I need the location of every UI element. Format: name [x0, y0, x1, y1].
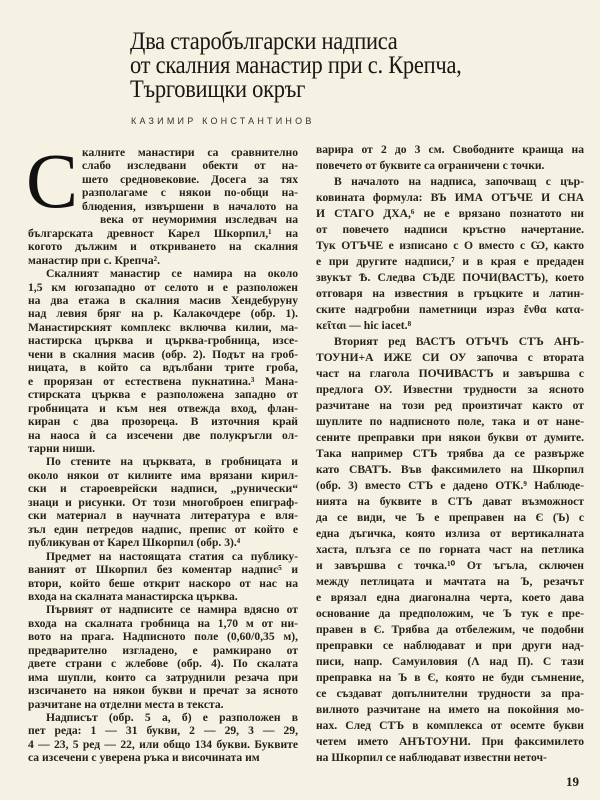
text-line: слабо изследвани обекти от на-: [82, 159, 298, 173]
text-line: писи, напр. Самуиловия (Λ над П). С тази: [316, 655, 584, 668]
paragraph: [316, 174, 584, 334]
text-line: основание да предположим, че Ъ тук е пре-: [316, 607, 584, 620]
text-line: пет реда: 1 — 31 букви, 2 — 29, 3 — 29,: [28, 724, 298, 738]
text-line: отговаря на известния в гръцките и латин-: [316, 287, 584, 300]
text-line: Така например СТЪ трябва да се развърже: [316, 447, 584, 460]
title-line: от скалния манастир при с. Крепча,: [130, 52, 462, 79]
text-line: разполагаме с някои по-общи на-: [82, 186, 298, 200]
text-line: тарни ниши.: [28, 441, 96, 455]
text-line: стирската църква е разположена западно от: [28, 388, 298, 402]
paragraph: [28, 455, 298, 549]
text-line: една дъгичка, която излиза от вертикалната: [316, 527, 584, 540]
text-line: ските надгробни паметници израз ἔνθα κατα-: [316, 303, 584, 316]
text-line: 1,5 км югозападно от селото и е разположен: [28, 280, 298, 294]
text-line: Тук ОТЪЧЕ е изписано с О вместо с Ѡ, както: [316, 239, 584, 252]
text-line: шуплите по надписното поле, така и от нане-: [316, 415, 584, 428]
text-line: на Шкорпил се наблюдават известни неточ-: [316, 751, 547, 764]
article-title: [130, 30, 462, 102]
text-line: преправки се наблюдават и при други над-: [316, 639, 584, 652]
paragraph: [28, 711, 298, 765]
text-line: ски материал в научната литература е вля-: [28, 509, 298, 523]
text-line: вилното разчитане на името на покойния мо-: [316, 703, 584, 716]
paragraph: [28, 603, 298, 711]
text-line: Първият от надписите се намира вдясно от: [46, 603, 298, 617]
text-line: се създават допълнителни трудности за пра-: [316, 687, 584, 700]
paragraph: [316, 334, 584, 766]
text-line: предварително изгладено, е рамкирано от: [28, 643, 298, 657]
text-line: разчитане на отделни места в текста.: [28, 697, 224, 711]
drop-cap: С: [26, 137, 79, 224]
text-line: манастир при с. Крепча².: [28, 253, 160, 267]
text-line: входа на скалната манастирска църква.: [28, 589, 238, 603]
text-line: звукът Ѣ. Следва СЪДЕ ПОЧИ(ВАСТЪ), което: [316, 271, 584, 284]
text-line: двете страни с жлебове (обр. 4). По скалата: [28, 657, 298, 671]
text-line: Надписът (обр. 5 а, б) е разположен в: [46, 711, 298, 725]
paragraph: [28, 267, 298, 455]
text-line: зъл един петредов надпис, препис от който е: [28, 522, 298, 536]
text-line: Предмет на настоящата статия са публику-: [46, 549, 298, 563]
text-line: шето средновековие. Досега за тях: [82, 172, 298, 186]
text-line: ТОУНИ+А ИЖЕ СИ ОУ започва с втората: [316, 351, 584, 364]
title-line: Търговищки окръг: [130, 76, 306, 103]
text-line: на два етажа в скалния масив Хендебуруну: [28, 293, 298, 307]
text-line: чени в скалния масив (обр. 2). Подът на гроб-: [28, 347, 298, 361]
text-line: Скалният манастир се намира на около: [46, 267, 298, 281]
text-line: ницата, в който са вдълбани трите гроба,: [28, 361, 298, 375]
title-line: Два старобългарски надписа: [130, 28, 398, 55]
text-line: (обр. 3) вместо СТЪ е дадено ОТК.⁹ Наблюде-: [316, 479, 584, 492]
text-line: публикуван от Карел Шкорпил (обр. 3).⁴: [28, 536, 241, 550]
text-line: да се види, че Ъ е преправен на Є (Ъ) с: [316, 511, 584, 524]
text-line: над левия бряг на р. Калакочдере (обр. 1).: [28, 307, 298, 321]
text-line: Манастирският комплекс включва килии, ма-: [28, 320, 298, 334]
text-line: ваният от Шкорпил без коментар надпис⁵ и: [28, 563, 298, 577]
text-line: гробницата и към нея отвежда вход, флан-: [28, 401, 298, 415]
text-line: калните манастири са сравнително: [82, 146, 298, 159]
right-column: [316, 142, 584, 766]
paragraph: [28, 550, 298, 604]
text-line: варира от 2 до 3 см. Свободните краища на: [316, 143, 584, 156]
text-line: изсичането на някои букви и пречат за ясното: [28, 684, 298, 698]
text-line: По стените на църквата, в гробницата и: [46, 455, 298, 469]
text-line: предлога ОУ. Известни трудности за ясното: [316, 383, 584, 396]
text-line: е врязал една диагонална черта, което дава: [316, 591, 584, 604]
text-line: ски и староеврейски надписи, „рунически“: [28, 482, 298, 496]
text-line: нах. След СТЪ в комплекса от осемте букви: [316, 719, 584, 732]
text-line: киран с два прозореца. В източния край: [28, 415, 298, 429]
page-number: 19: [566, 774, 579, 789]
text-line: и завършва с точка.¹⁰ От ъгъла, сключен: [316, 559, 584, 572]
text-line: настирска църква и църква-гробница, изсе-: [28, 334, 298, 348]
text-line: вото на прага. Надписното поле (0,60/0,35 м),: [28, 630, 298, 644]
text-line: четем името АНЪТОУНИ. При факсимилето: [316, 735, 584, 748]
text-line: κεῖται — hic iacet.⁸: [316, 319, 412, 332]
text-line: знаци и рисунки. От този многоброен епиграф-: [28, 495, 298, 509]
left-column: [28, 146, 298, 765]
paragraph: [28, 146, 298, 267]
text-line: Вторият ред ВАСТЪ ОТЪЧЪ СТЪ АНЪ-: [334, 335, 584, 348]
text-line: хаста, плъзга се по горната част на петлика: [316, 543, 584, 556]
author-name: КАЗИМИР КОНСТАНТИНОВ: [131, 116, 315, 126]
text-line: правен в Є. Трябва да отбележим, че подобни: [316, 623, 584, 636]
text-line: когото дължим и откриването на скалния: [28, 240, 298, 254]
text-line: сените преправки при някои букви от думите.: [316, 431, 584, 444]
text-line: българската древност Карел Шкорпил,¹ на: [28, 226, 298, 240]
text-line: В началото на надписа, започващ с цър-: [334, 175, 584, 188]
text-line: разчитане на този ред произтичат както от: [316, 399, 584, 412]
text-line: е при другите надписи,⁷ и в края е предаден: [316, 255, 584, 268]
text-line: нията на буквите в СТЪ дават възможност: [316, 495, 584, 508]
text-line: като СВАТЪ. Във факсимилето на Шкорпил: [316, 463, 584, 476]
text-line: част на глагола ПОЧИВАСТЪ и завършва с: [316, 367, 584, 380]
text-line: ковината формула: ВЪ ИМА ОТЪЧЕ И СНА: [316, 191, 584, 204]
text-line: са изсечени с уверена ръка и височината им: [28, 751, 260, 765]
text-line: около някои от килиите има врязани кирил-: [28, 468, 298, 482]
text-line: И СТАГО ДХА,⁶ не е врязано познатото ни: [316, 207, 584, 220]
text-line: века от неуморимия изследвач на: [100, 213, 298, 227]
paragraph: [316, 142, 584, 174]
text-line: е прорязан от естествена пукнатина.³ Мана-: [28, 374, 298, 388]
text-line: повечето от буквите са ограничени с точки.: [316, 159, 545, 172]
text-line: преправка на Ъ в Є, която не буди съмнение,: [316, 671, 584, 684]
text-line: входа на скалната гробница на 1,70 м от ни-: [28, 616, 298, 630]
text-line: блюдения, извършени в началото на: [82, 199, 298, 213]
text-line: от повечето надписи кръстно начертание.: [316, 223, 584, 236]
text-line: 4 — 23, 5 ред — 22, или общо 134 букви. Буквите: [28, 737, 298, 751]
text-line: втори, който беше открит наскоро от нас на: [28, 576, 298, 590]
text-line: има шупли, които са затруднили резача при: [28, 670, 298, 684]
text-line: между петлицата и мачтата на Ъ, резачът: [316, 575, 584, 588]
text-line: на наоса ѝ са изсечени две полукръгли ол-: [28, 428, 298, 442]
